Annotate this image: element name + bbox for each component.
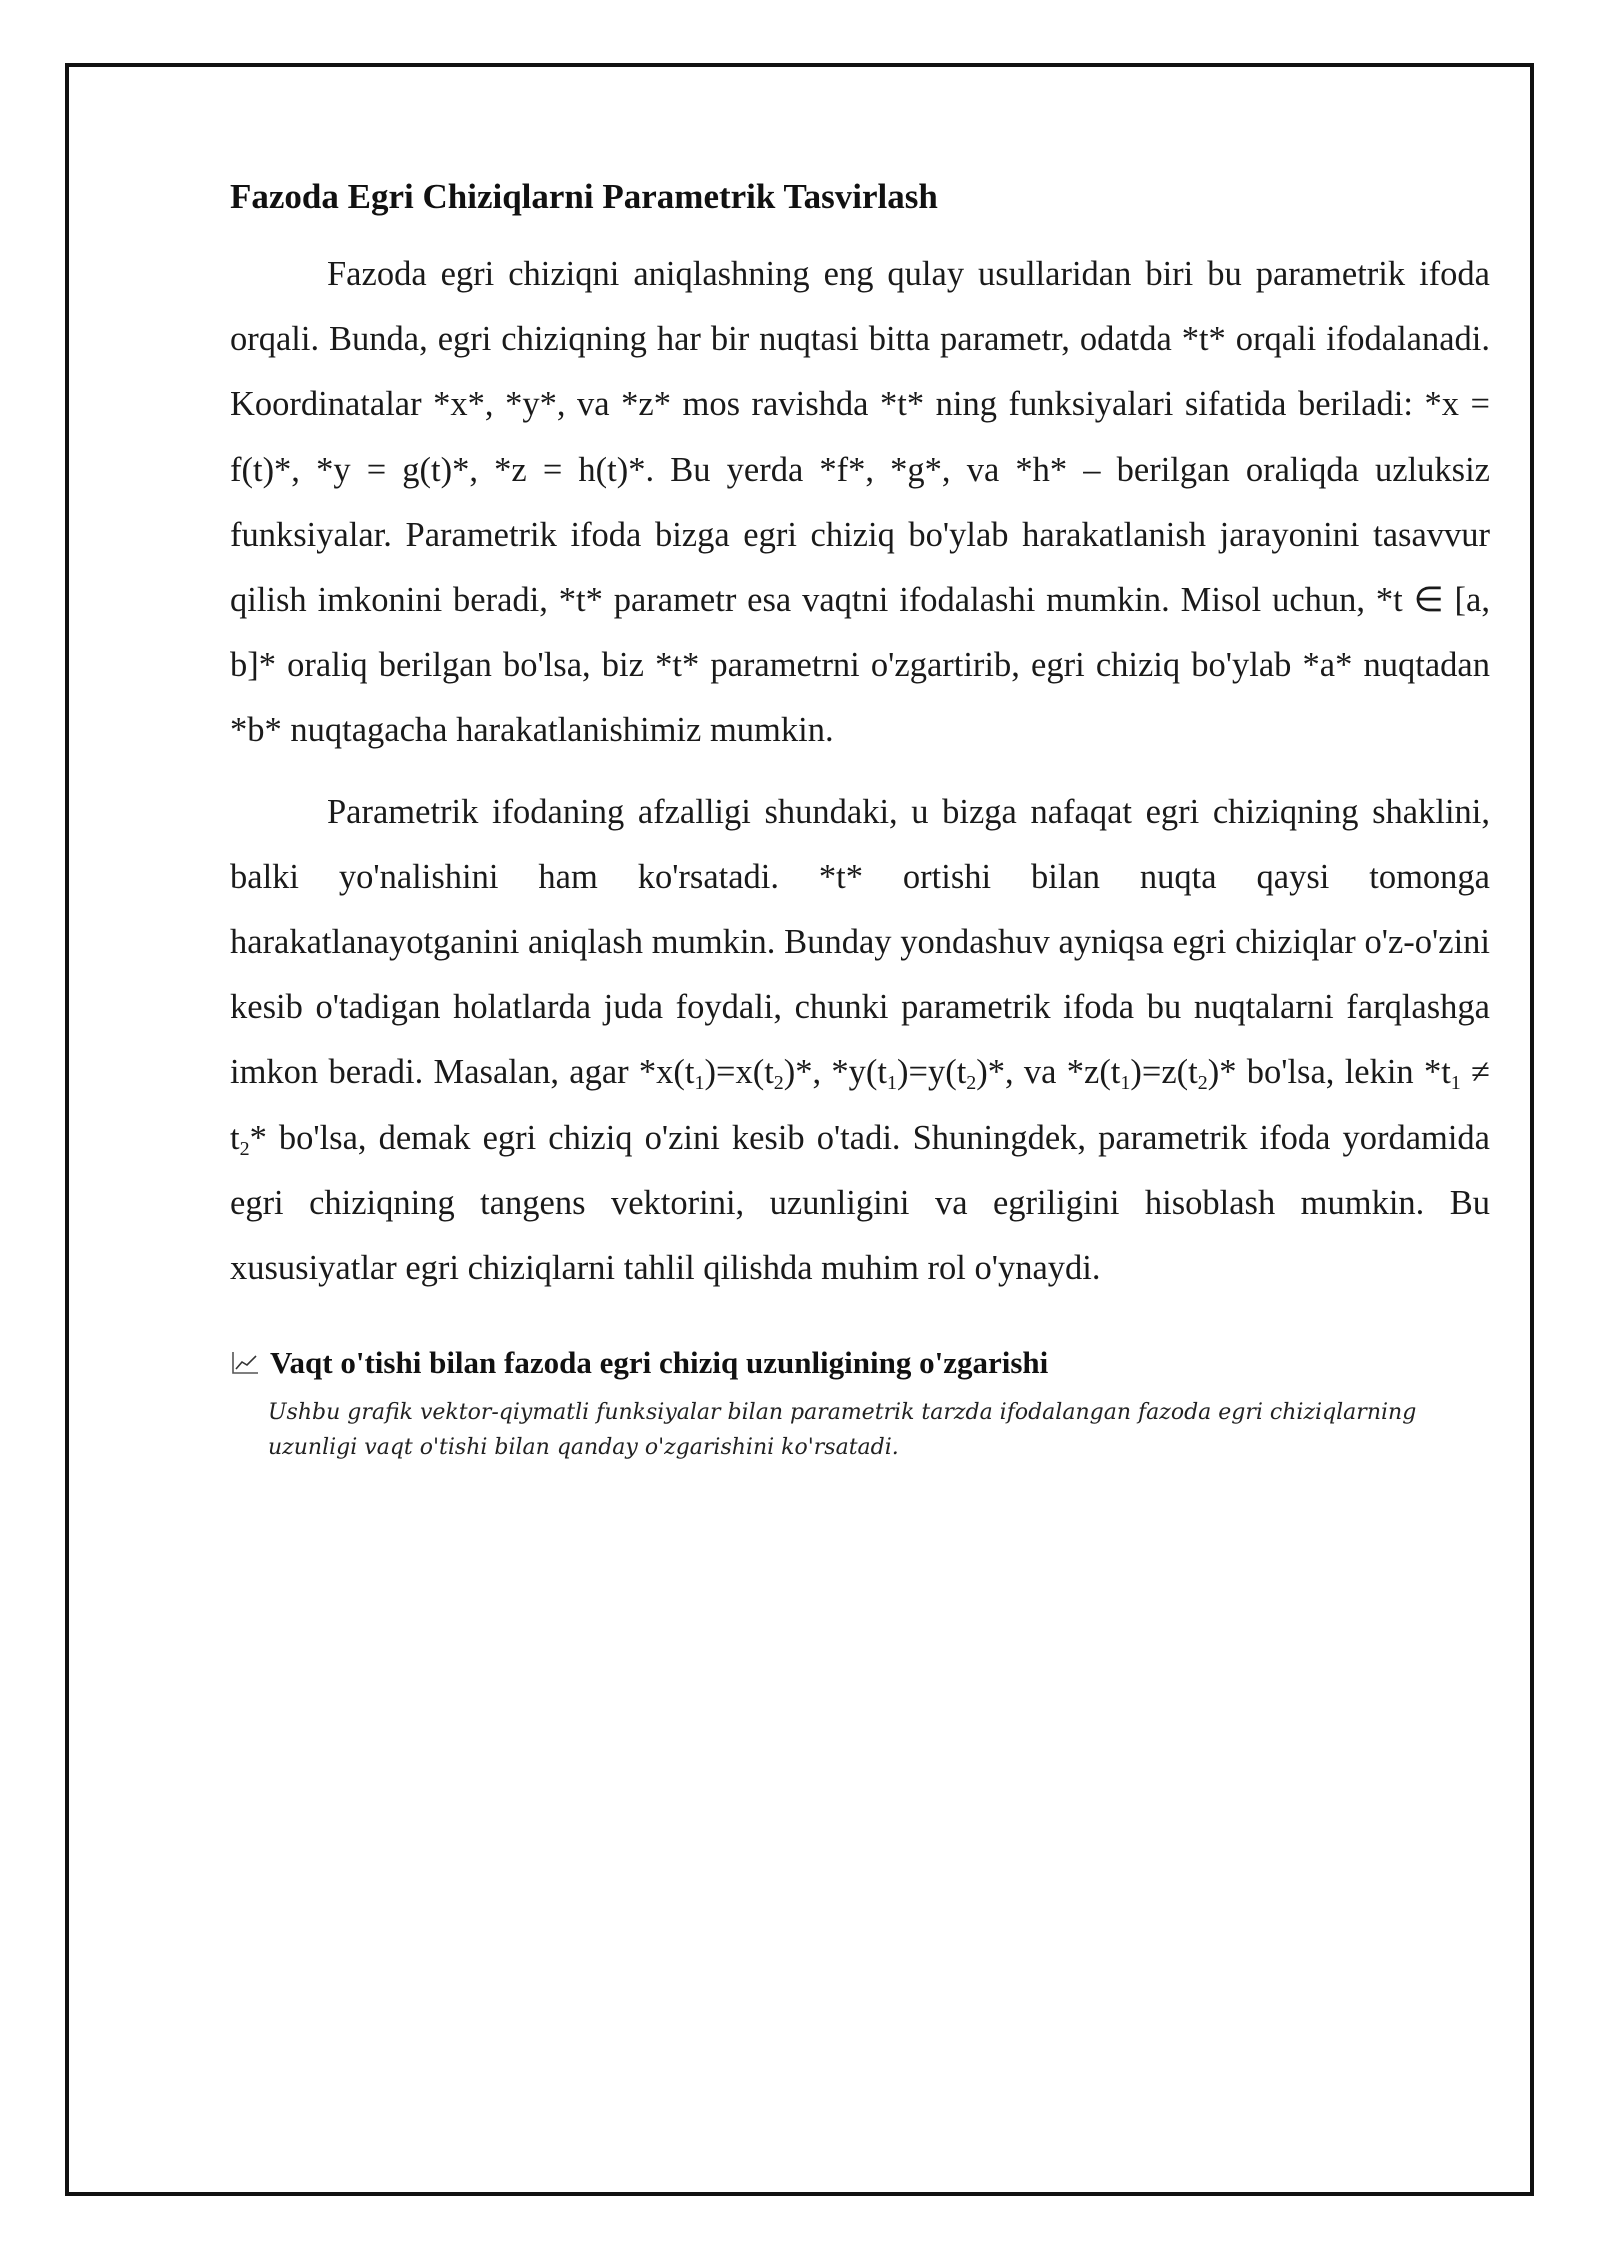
subscript: 2 [773,1072,784,1095]
subscript: 1 [1120,1072,1131,1095]
text-segment: )=x(t [704,1053,774,1092]
figure-title: Vaqt o'tishi bilan fazoda egri chiziq uzunligining o'zgarishi [270,1345,1049,1381]
document-title: Fazoda Egri Chiziqlarni Parametrik Tasvirlash [230,177,938,216]
subscript: 1 [887,1072,898,1095]
paragraph-intro: Fazoda egri chiziqni aniqlashning eng qulay usullaridan biri bu parametrik ifoda orqali. Bunda, egri chiziqning har bir nuqtasi bitta parametr, odatda *t* orqali ifodalanadi. Koordinatalar *x*, *y*, va *z* mos ravishda *t* ning funksiyalari sifatida beriladi: *x = f(t)*, *y = g(t)*, *z = h(t)*. Bu yerda *f*, *g*, va *h* – berilgan oraliqda uzluksiz funksiyalar. Parametrik ifoda bizga egri chiziq bo'ylab harakatlanish jarayonini tasavvur qilish imkonini beradi, *t* parametr esa vaqtni ifodalashi mumkin. Misol uchun, *t ∈ [a, b]* oraliq berilgan bo'lsa, biz *t* parametrni o'zgartirib, egri chiziq bo'ylab *a* nuqtadan *b* nuqtagacha harakatlanishimiz mumkin. [230,255,1490,750]
text-segment: )=z(t [1130,1053,1198,1092]
text-segment: * bo'lsa, demak egri chiziq o'zini kesib o'tadi. Shuningdek, parametrik ifoda yordamida egri chiziqning tangens vektorini, uzunligini va egriligini hisoblash mumkin. Bu xususiyatlar egri chiziqlarni tahlil qilishda muhim rol o'ynaydi. [230,1118,1490,1288]
figure-block [230,1341,1490,1465]
document-content [230,170,1490,1465]
subscript: 2 [966,1072,977,1095]
subscript: 1 [1450,1072,1461,1095]
text-segment: )*, *y(t [783,1053,888,1092]
text-segment: )*, va *z(t [976,1053,1121,1092]
subscript: 2 [239,1137,250,1160]
text-segment: ≠ t [230,1053,1490,1157]
text-segment: )* bo'lsa, lekin *t [1207,1053,1451,1092]
text-segment: )=y(t [897,1053,967,1092]
chart-line-icon [230,1350,260,1376]
figure-caption: Ushbu grafik vektor-qiymatli funksiyalar bilan parametrik tarzda ifodalangan fazoda egri chiziqlarning uzunligi vaqt o'tishi bilan qanday o'zgarishini ko'rsatadi. [268,1400,1417,1461]
subscript: 1 [694,1072,705,1095]
subscript: 2 [1197,1072,1208,1095]
figure-heading [230,1341,1490,1385]
paragraph-advantages [230,780,1490,1302]
text-segment: Parametrik ifodaning afzalligi shundaki, u bizga nafaqat egri chiziqning shaklini, balki yo'nalishini ham ko'rsatadi. *t* ortishi bilan nuqta qaysi tomonga harakatlanayotganini aniqlash mumkin. Bunday yondashuv ayniqsa egri chiziqlar o'z-o'zini kesib o'tadigan holatlarda juda foydali, chunki parametrik ifoda bu nuqtalarni farqlashga imkon beradi. Masalan, agar *x(t [230,792,1490,1092]
